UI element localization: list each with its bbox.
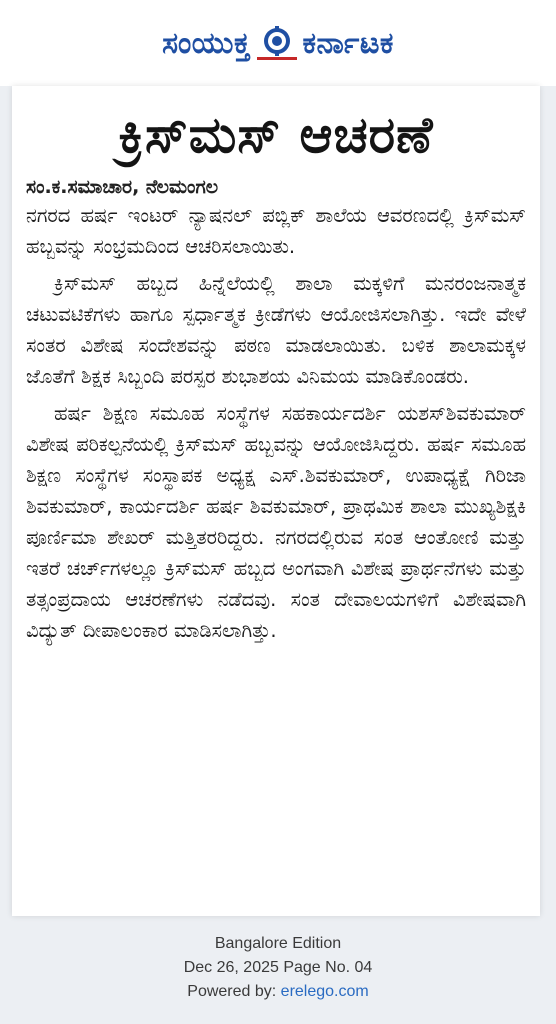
news-clipping <box>12 86 540 916</box>
edition-footer <box>0 932 556 1004</box>
article-headline: ಕ್ರಿಸ್‌ಮಸ್ ಆಚರಣೆ <box>118 106 434 164</box>
article-paragraph: ಹರ್ಷ ಶಿಕ್ಷಣ ಸಮೂಹ ಸಂಸ್ಥೆಗಳ ಸಹಕಾರ್ಯದರ್ಶಿ ಯಶಸ್‌ಶಿವಕುಮಾರ್ ವಿಶೇಷ ಪರಿಕಲ್ಪನೆಯಲ್ಲಿ ಕ್ರಿಸ್‌ಮಸ್ ಹಬ್ಬವನ್ನು ಆಯೋಜಿಸಿದ್ದರು. ಹರ್ಷ ಸಮೂಹ ಶಿಕ್ಷಣ ಸಂಸ್ಥೆಗಳ ಸಂಸ್ಥಾಪಕ ಅಧ್ಯಕ್ಷ ಎಸ್.ಶಿವಕುಮಾರ್, ಉಪಾಧ್ಯಕ್ಷೆ ಗಿರಿಜಾ ಶಿವಕುಮಾರ್, ಕಾರ್ಯದರ್ಶಿ ಹರ್ಷ ಶಿವಕುಮಾರ್, ಪ್ರಾಥಮಿಕ ಶಾಲಾ ಮುಖ್ಯಶಿಕ್ಷಕಿ ಪೂರ್ಣಿಮಾ ಶೇಖರ್ ಮತ್ತಿತರರಿದ್ದರು. ನಗರದಲ್ಲಿರುವ ಸಂತ ಆಂತೋಣಿ ಮತ್ತು ಇತರೆ ಚರ್ಚ್‌ಗಳಲ್ಲೂ ಕ್ರಿಸ್‌ಮಸ್ ಹಬ್ಬದ ಅಂಗವಾಗಿ ವಿಶೇಷ ಪ್ರಾರ್ಥನೆಗಳು ಮತ್ತು ತತ್ಸಂಪ್ರದಾಯ ಆಚರಣೆಗಳು ನಡೆದವು. ಸಂತ ದೇವಾಲಯಗಳಿಗೆ ವಿಶೇಷವಾಗಿ ವಿದ್ಯುತ್ ದೀಪಾಲಂಕಾರ ಮಾಡಿಸಲಾಗಿತ್ತು. <box>26 402 526 642</box>
emblem-icon <box>257 26 297 60</box>
article-paragraph: ನಗರದ ಹರ್ಷ ಇಂಟರ್ ನ್ಯಾಷನಲ್ ಪಬ್ಲಿಕ್ ಶಾಲೆಯ ಆವರಣದಲ್ಲಿ ಕ್ರಿಸ್‌ಮಸ್ ಹಬ್ಬವನ್ನು ಸಂಭ್ರಮದಿಂದ ಆಚರಿಸಲಾಯಿತು. <box>26 204 526 258</box>
emblem-underline <box>257 57 297 60</box>
edition-date-page: Dec 26, 2025 Page No. 04 <box>183 959 373 976</box>
edition-name: Bangalore Edition <box>214 935 342 952</box>
article-byline: ಸಂ.ಕ.ಸಮಾಚಾರ, ನೆಲಮಂಗಲ <box>26 176 219 198</box>
powered-by-label: Powered by: <box>187 983 277 1000</box>
logo-text-right: ಕರ್ನಾಟಕ <box>302 25 394 61</box>
newspaper-logo <box>162 26 394 61</box>
newspaper-masthead <box>0 0 556 86</box>
article-paragraph: ಕ್ರಿಸ್‌ಮಸ್ ಹಬ್ಬದ ಹಿನ್ನೆಲೆಯಲ್ಲಿ ಶಾಲಾ ಮಕ್ಕಳಿಗೆ ಮನರಂಜನಾತ್ಮಕ ಚಟುವಟಿಕೆಗಳು ಹಾಗೂ ಸ್ಪರ್ಧಾತ್ಮಕ ಕ್ರೀಡೆಗಳು ಆಯೋಜಿಸಲಾಗಿತ್ತು. ಇದೇ ವೇಳೆ ಸಂತರ ವಿಶೇಷ ಸಂದೇಶವನ್ನು ಪಠಣ ಮಾಡಲಾಯಿತು. ಬಳಿಕ ಶಾಲಾಮಕ್ಕಳ ಜೊತೆಗೆ ಶಿಕ್ಷಕ ಸಿಬ್ಬಂದಿ ಪರಸ್ಪರ ಶುಭಾಶಯ ವಿನಿಮಯ ಮಾಡಿಕೊಂಡರು. <box>26 272 526 388</box>
logo-text-left: ಸಂಯುಕ್ತ <box>162 25 251 61</box>
powered-by-line <box>0 980 556 1004</box>
powered-by-link[interactable]: erelego.com <box>280 983 369 1000</box>
